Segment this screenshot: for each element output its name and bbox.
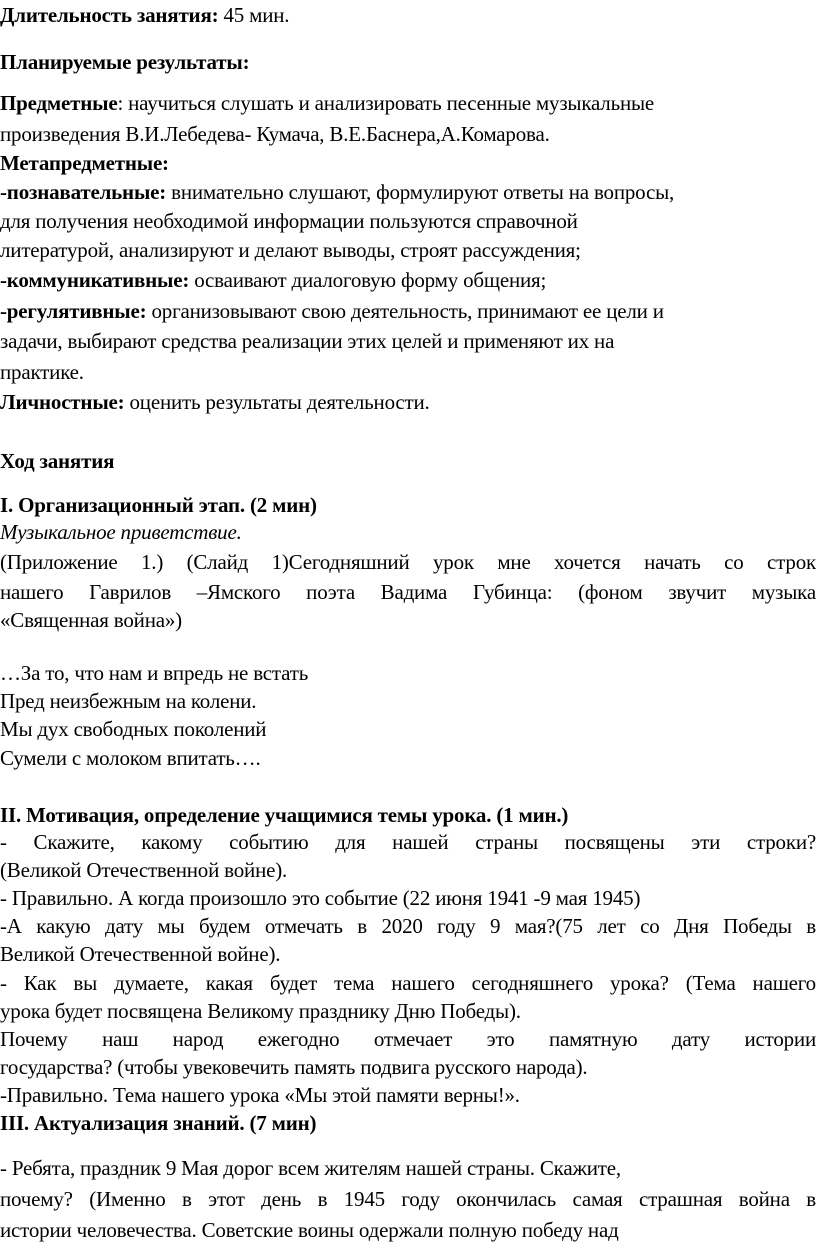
body-text: - Правильно. А когда произошло это событие (22 июня 1941 -9 мая 1945) <box>0 886 641 910</box>
body-text: Сумели с молоком впитать…. <box>0 746 261 770</box>
body-text: - Ребята, праздник 9 Мая дорог всем жителям нашей страны. Скажите, <box>0 1156 621 1180</box>
body-text: литературой, анализируют и делают выводы, строят рассуждения; <box>0 238 581 262</box>
text-line <box>0 744 816 772</box>
body-text: истории человечества. Советские воины одержали полную победу над <box>0 1218 619 1242</box>
bold-text: -коммуникативные: <box>0 268 190 292</box>
text-line <box>0 518 816 546</box>
text-line <box>0 659 816 687</box>
body-text: государства? (чтобы увековечить память подвига русского народа). <box>0 1055 588 1079</box>
text-line <box>0 358 816 386</box>
text-line <box>0 578 816 606</box>
text-line <box>0 1109 816 1137</box>
text-line <box>0 828 816 856</box>
text-line <box>0 297 816 325</box>
text-line <box>0 48 816 76</box>
text-line <box>0 207 816 235</box>
body-text: 45 мин. <box>218 3 290 27</box>
bold-text: Длительность занятия: <box>0 3 219 27</box>
text-line <box>0 1025 816 1053</box>
text-line <box>0 548 816 576</box>
bold-text: II. Мотивация, определение учащимися темы урока. (1 мин.) <box>0 803 569 827</box>
bold-text: Метапредметные: <box>0 151 169 175</box>
body-text: «Священная война») <box>0 608 182 632</box>
body-text: осваивают диалоговую форму общения; <box>189 268 547 292</box>
text-line <box>0 1185 816 1213</box>
body-text: оценить результаты деятельности. <box>124 390 430 414</box>
body-text: нашего Гаврилов –Ямского поэта Вадима Губинца: (фоном звучит музыка <box>0 580 816 604</box>
bold-text: I. Организационный этап. (2 мин) <box>0 493 317 517</box>
italic-text: Музыкальное приветствие. <box>0 520 242 544</box>
text-line <box>0 1154 816 1182</box>
text-line <box>0 388 816 416</box>
body-text: (Приложение 1.) (Слайд 1)Сегодняшний урок мне хочется начать со строк <box>0 550 816 574</box>
body-text: Великой Отечественной войне). <box>0 942 281 966</box>
body-text: урока будет посвящена Великому празднику Дню Победы). <box>0 999 521 1023</box>
text-line <box>0 606 816 634</box>
text-line <box>0 89 816 117</box>
text-line <box>0 687 816 715</box>
body-text: …За то, что нам и впредь не встать <box>0 661 309 685</box>
body-text: Почему наш народ ежегодно отмечает это памятную дату истории <box>0 1027 816 1051</box>
bold-text: III. Актуализация знаний. (7 мин) <box>0 1111 317 1135</box>
body-text: организовывают свою деятельность, принимают ее цели и <box>146 299 664 323</box>
bold-text: -познавательные: <box>0 180 167 204</box>
text-line <box>0 327 816 355</box>
text-line <box>0 715 816 743</box>
text-line <box>0 1 816 29</box>
text-line <box>0 149 816 177</box>
bold-text: Предметные <box>0 91 118 115</box>
text-line <box>0 801 816 829</box>
text-line <box>0 856 816 884</box>
text-line <box>0 178 816 206</box>
body-text: Пред неизбежным на колени. <box>0 689 257 713</box>
text-line <box>0 1053 816 1081</box>
body-text: почему? (Именно в этот день в 1945 году окончилась самая страшная война в <box>0 1187 816 1211</box>
text-line <box>0 236 816 264</box>
text-line <box>0 997 816 1025</box>
body-text: - Скажите, какому событию для нашей страны посвящены эти строки? <box>0 830 816 854</box>
body-text: : научиться слушать и анализировать песенные музыкальные <box>117 91 655 115</box>
body-text: Мы дух свободных поколений <box>0 717 267 741</box>
body-text: -А какую дату мы будем отмечать в 2020 году 9 мая?(75 лет со Дня Победы в <box>0 914 816 938</box>
text-line <box>0 912 816 940</box>
body-text: -Правильно. Тема нашего урока «Мы этой памяти верны!». <box>0 1083 520 1107</box>
body-text: произведения В.И.Лебедева- Кумача, В.Е.Баснера,А.Комарова. <box>0 122 550 146</box>
text-line <box>0 1081 816 1109</box>
text-line <box>0 266 816 294</box>
body-text: для получения необходимой информации пользуются справочной <box>0 209 578 233</box>
text-line <box>0 1216 816 1244</box>
body-text: внимательно слушают, формулируют ответы на вопросы, <box>166 180 675 204</box>
body-text: практике. <box>0 360 84 384</box>
bold-text: Планируемые результаты: <box>0 50 250 74</box>
text-line <box>0 491 816 519</box>
bold-text: Личностные: <box>0 390 125 414</box>
text-line <box>0 940 816 968</box>
body-text: (Великой Отечественной войне). <box>0 858 288 882</box>
bold-text: Ход занятия <box>0 449 115 473</box>
text-line <box>0 969 816 997</box>
body-text: задачи, выбирают средства реализации этих целей и применяют их на <box>0 329 615 353</box>
bold-text: -регулятивные: <box>0 299 147 323</box>
text-line <box>0 884 816 912</box>
body-text: - Как вы думаете, какая будет тема нашего сегодняшнего урока? (Тема нашего <box>0 971 816 995</box>
text-line <box>0 447 816 475</box>
text-line <box>0 120 816 148</box>
